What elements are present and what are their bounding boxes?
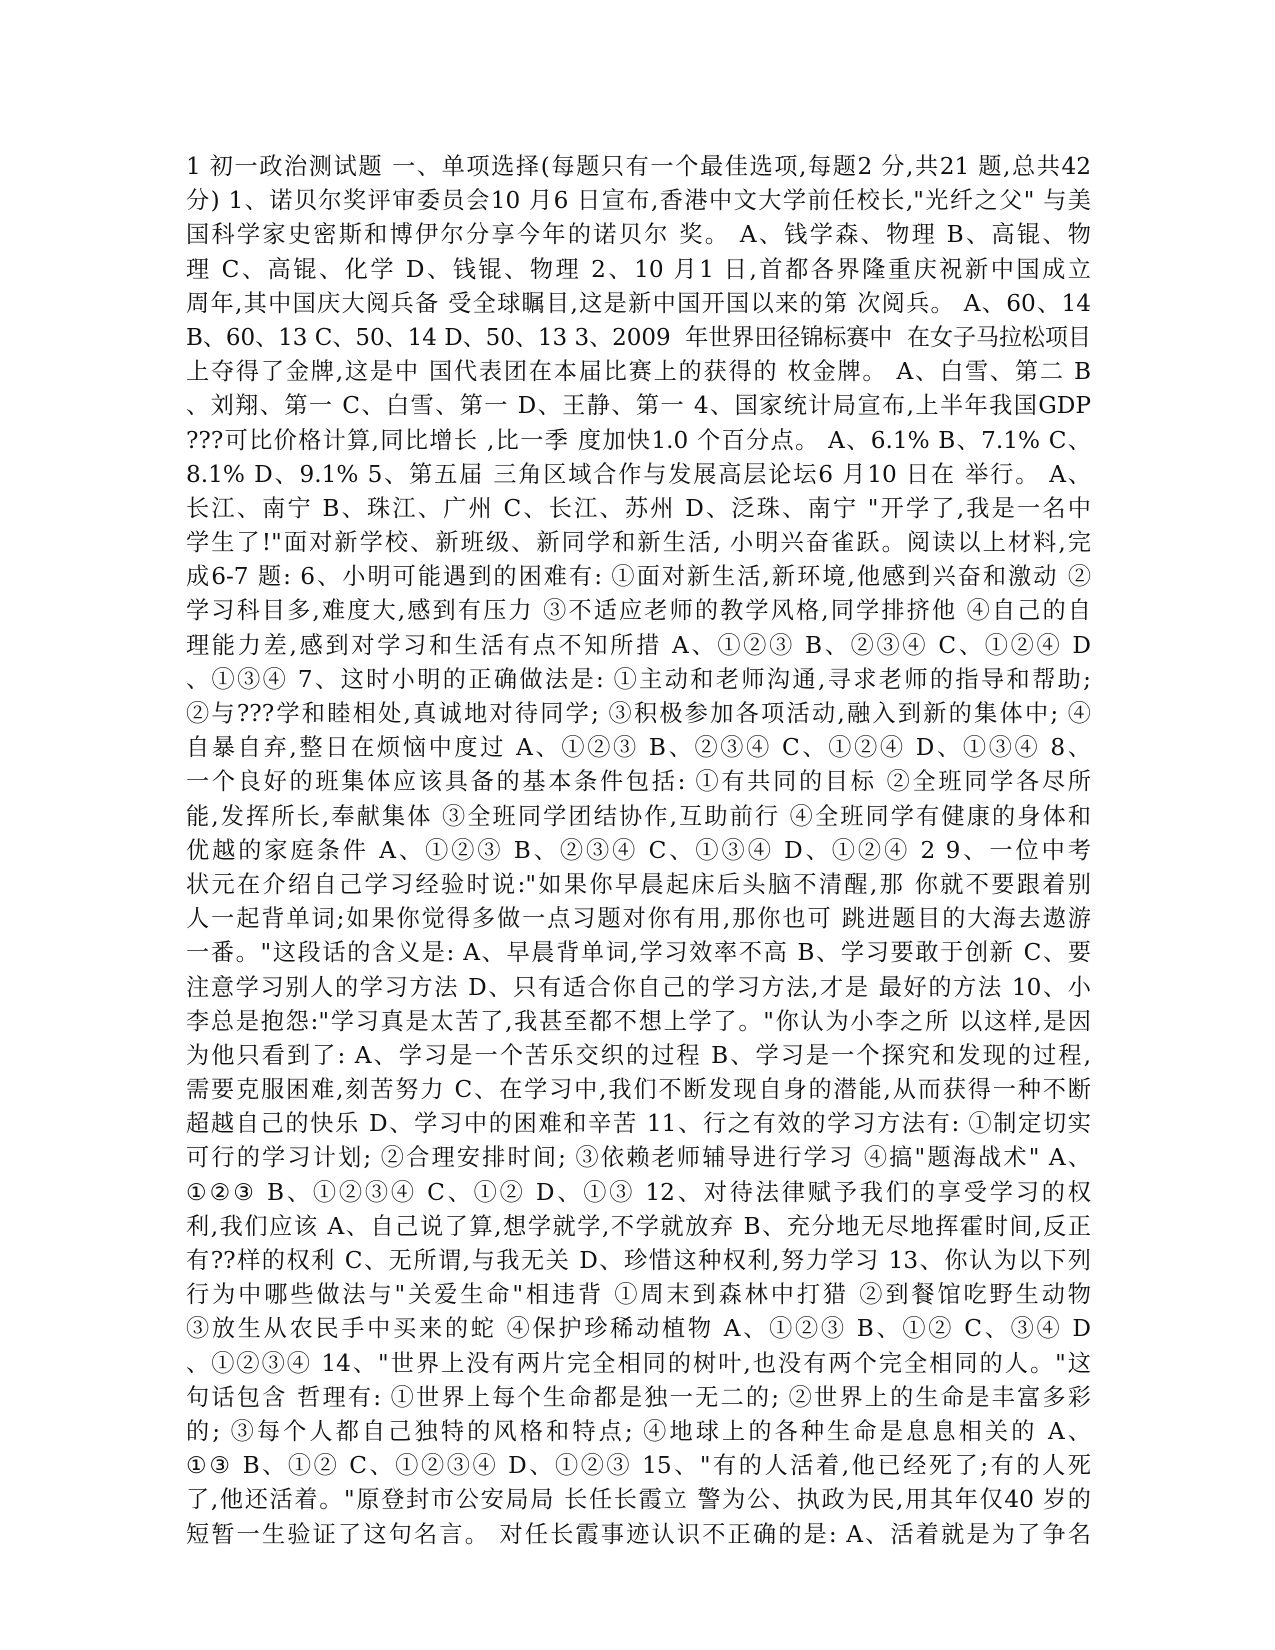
text-line: 、①②③④ 14、"世界上没有两片完全相同的树叶,也没有两个完全相同的人。"这 (186, 1349, 1091, 1377)
text-line: 的; ③每个人都自己独特的风格和特点; ④地球上的各种生命是息息相关的 A、 (186, 1417, 1091, 1445)
text-line: 理能力差,感到对学习和生活有点不知所措 A、①②③ B、②③④ C、①②④ D (186, 631, 1091, 659)
text-line: 需要克服困难,刻苦努力 C、在学习中,我们不断发现自身的潜能,从而获得一种不断 (186, 1076, 1091, 1104)
text-line: 一个良好的班集体应该具备的基本条件包括: ①有共同的目标 ②全班同学各尽所 (186, 768, 1091, 796)
text-line: 能,发挥所长,奉献集体 ③全班同学团结协作,互助前行 ④全班同学有健康的身体和 (186, 802, 1091, 830)
text-line: ???可比价格计算,同比增长 ,比一季 度加快1.0 个百分点。 A、6.1% B、7.1% C、 (186, 426, 1091, 454)
text-line: ①②③ B、①②③④ C、①② D、①③ 12、对待法律赋予我们的享受学习的权 (186, 1178, 1091, 1206)
text-line: 有??样的权利 C、无所谓,与我无关 D、珍惜这种权利,努力学习 13、你认为以下列 (186, 1247, 1091, 1274)
text-line: 成6-7 题: 6、小明可能遇到的困难有: ①面对新生活,新环境,他感到兴奋和激动 ② (186, 563, 1091, 591)
text-line: 一番。"这段话的含义是: A、早晨背单词,学习效率不高 B、学习要敢于创新 C、要 (186, 939, 1091, 967)
text-line: 学习科目多,难度大,感到有压力 ③不适应老师的教学风格,同学排挤他 ④自己的自 (186, 597, 1091, 625)
text-line: 句话包含 哲理有: ①世界上每个生命都是独一无二的; ②世界上的生命是丰富多彩 (186, 1383, 1091, 1411)
text-line: 周年,其中国庆大阅兵备 受全球瞩目,这是新中国开国以来的第 次阅兵。 A、60、14 (186, 289, 1091, 317)
text-line: 国科学家史密斯和博伊尔分享今年的诺贝尔 奖。 A、钱学森、物理 B、高锟、物 (186, 221, 1091, 249)
text-line: 上夺得了金牌,这是中 国代表团在本届比赛上的获得的 枚金牌。 A、白雪、第二 B (186, 358, 1091, 386)
text-line: 、刘翔、第一 C、白雪、第一 D、王静、第一 4、国家统计局宣布,上半年我国GDP (186, 392, 1091, 420)
text-line: 超越自己的快乐 D、学习中的困难和辛苦 11、行之有效的学习方法有: ①制定切实 (186, 1110, 1091, 1138)
text-line: 注意学习别人的学习方法 D、只有适合你自己的学习方法,才是 最好的方法 10、小 (186, 973, 1091, 1001)
document-body-text (186, 150, 1091, 1552)
text-line: 了,他还活着。"原登封市公安局局 长任长霞立 警为公、执政为民,用其年仅40 岁的 (186, 1486, 1091, 1514)
text-line: 人一起背单词;如果你觉得多做一点习题对你有用,那你也可 跳进题目的大海去遨游 (186, 905, 1091, 933)
text-line: 优越的家庭条件 A、①②③ B、②③④ C、①③④ D、①②④ 2 9、一位中考 (186, 836, 1091, 864)
text-line: 短暂一生验证了这句名言。 对任长霞事迹认识不正确的是: A、活着就是为了争名 (186, 1520, 1091, 1548)
text-line: 1 初一政治测试题 一、单项选择(每题只有一个最佳选项,每题2 分,共21 题,总共42 (186, 153, 1091, 180)
text-line: 学生了!"面对新学校、新班级、新同学和新生活, 小明兴奋雀跃。阅读以上材料,完 (186, 529, 1091, 557)
text-line: 分) 1、诺贝尔奖评审委员会10 月6 日宣布,香港中文大学前任校长,"光纤之父" 与美 (186, 187, 1091, 215)
text-line: 李总是抱怨:"学习真是太苦了,我甚至都不想上学了。"你认为小李之所 以这样,是因 (186, 1007, 1091, 1035)
text-line: 长江、南宁 B、珠江、广州 C、长江、苏州 D、泛珠、南宁 "开学了,我是一名中 (186, 494, 1091, 522)
text-line: 自暴自弃,整日在烦恼中度过 A、①②③ B、②③④ C、①②④ D、①③④ 8、 (186, 734, 1091, 762)
text-line: ②与???学和睦相处,真诚地对待同学; ③积极参加各项活动,融入到新的集体中; ④ (186, 700, 1091, 727)
text-line: 为他只看到了: A、学习是一个苦乐交织的过程 B、学习是一个探究和发现的过程, (186, 1041, 1091, 1069)
text-line: 、①③④ 7、这时小明的正确做法是: ①主动和老师沟通,寻求老师的指导和帮助; (186, 665, 1091, 693)
text-line: ③放生从农民手中买来的蛇 ④保护珍稀动植物 A、①②③ B、①② C、③④ D (186, 1315, 1091, 1343)
text-line: 利,我们应该 A、自己说了算,想学就学,不学就放弃 B、充分地无尽地挥霍时间,反正 (186, 1212, 1091, 1240)
text-line: B、60、13 C、50、14 D、50、13 3、2009 年世界田径锦标赛中 在女子马拉松项目 (186, 323, 1091, 351)
text-line: ①③ B、①② C、①②③④ D、①②③ 15、"有的人活着,他已经死了;有的人死 (186, 1452, 1091, 1480)
text-line: 行为中哪些做法与"关爱生命"相违背 ①周末到森林中打猎 ②到餐馆吃野生动物 (186, 1281, 1091, 1309)
text-line: 状元在介绍自己学习经验时说:"如果你早晨起床后头脑不清醒,那 你就不要跟着别 (186, 870, 1091, 898)
text-line: 可行的学习计划; ②合理安排时间; ③依赖老师辅导进行学习 ④搞"题海战术" A、 (186, 1144, 1091, 1172)
text-line: 8.1% D、9.1% 5、第五届 三角区域合作与发展高层论坛6 月10 日在 举行。 A、 (186, 460, 1091, 488)
text-line: 理 C、高锟、化学 D、钱锟、物理 2、10 月1 日,首都各界隆重庆祝新中国成立 (186, 255, 1091, 283)
